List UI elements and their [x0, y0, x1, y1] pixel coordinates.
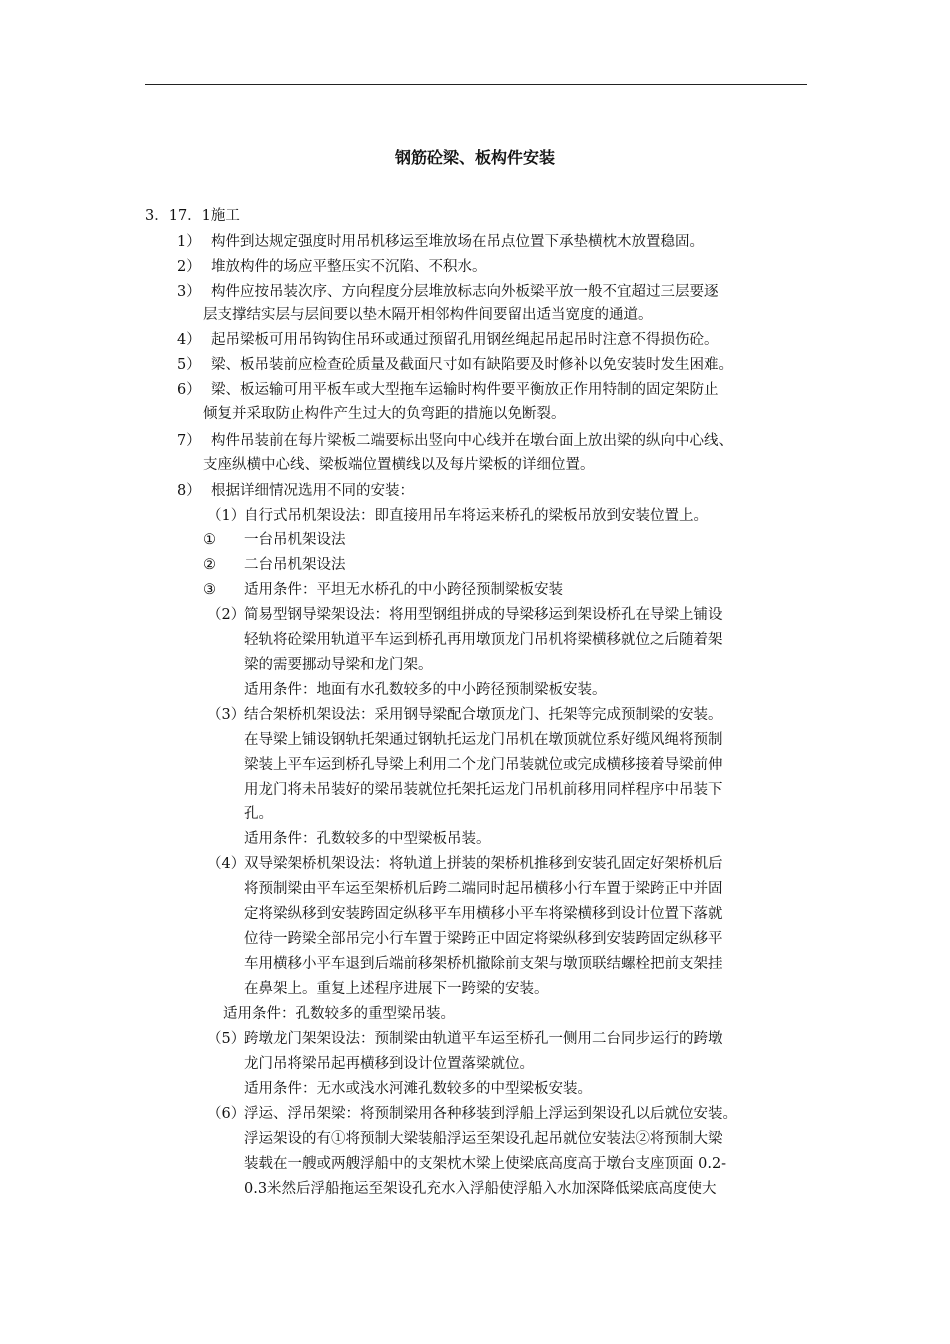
- sub-item-text: 跨墩龙门架架设法：预制梁由轨道平车运至桥孔一侧用二台同步运行的跨墩: [244, 1031, 723, 1047]
- sub-item-text-continued: 轻轨将砼梁用轨道平车运到桥孔再用墩顶龙门吊机将梁横移就位之后随着架: [244, 632, 723, 648]
- circled-number: ③: [203, 582, 216, 598]
- list-item: [177, 231, 704, 253]
- sub-item-text-continued: 浮运架设的有①将预制大梁装船浮运至架设孔起吊就位安装法②将预制大梁: [244, 1131, 723, 1147]
- sub-item: [207, 604, 723, 626]
- list-item: [177, 354, 733, 376]
- applicable-condition: 适用条件：无水或浅水河滩孔数较多的中型梁板安装。: [244, 1081, 592, 1097]
- sub-item-text-continued: 车用横移小平车退到后端前移架桥机撤除前支架与墩顶联结螺栓把前支架挂: [244, 956, 723, 972]
- sub-item-number: （4）: [207, 856, 246, 872]
- item-text: 梁、板吊装前应检查砼质量及截面尺寸如有缺陷要及时修补以免安装时发生困难。: [211, 357, 733, 373]
- page-title: 钢筋砼梁、板构件安装: [394, 148, 555, 167]
- list-item: [177, 480, 414, 502]
- sub-item-number: （2）: [207, 607, 246, 623]
- sub-item-text-continued: 位待一跨梁全部吊完小行车置于梁跨正中固定将梁纵移到安装跨固定纵移平: [244, 931, 723, 947]
- item-number: 8）: [177, 483, 201, 499]
- sub-item: [207, 505, 708, 527]
- sub-item-text: 浮运、浮吊架梁：将预制梁用各种移装到浮船上浮运到架设孔以后就位安装。: [244, 1106, 737, 1122]
- item-text: 梁、板运输可用平板车或大型拖车运输时构件要平衡放正作用特制的固定架防止: [211, 382, 719, 398]
- item-number: 3）: [177, 284, 201, 300]
- sub-item: [207, 1103, 737, 1125]
- item-number: 2）: [177, 259, 201, 275]
- sub-item-number: （5）: [207, 1031, 246, 1047]
- sub-item-text: 结合架桥机架设法：采用钢导梁配合墩顶龙门、托架等完成预制梁的安装。: [244, 707, 723, 723]
- list-item: [177, 430, 733, 452]
- item-text: 构件应按吊装次序、方向程度分层堆放标志向外板梁平放一般不宜超过三层要逐: [211, 284, 719, 300]
- item-number: 1）: [177, 234, 201, 250]
- circled-text: 二台吊机架设法: [244, 557, 346, 573]
- sub-item-text-continued: 装载在一艘或两艘浮船中的支架枕木梁上使梁底高度高于墩台支座顶面 0.2-: [244, 1156, 727, 1172]
- item-number: 4）: [177, 332, 201, 348]
- circled-number: ①: [203, 532, 216, 548]
- circled-item: [203, 554, 346, 576]
- sub-item-text-continued: 龙门吊将梁吊起再横移到设计位置落梁就位。: [244, 1056, 534, 1072]
- sub-item-text: 简易型钢导梁架设法：将用型钢组拼成的导梁移运到架设桥孔在导梁上铺设: [244, 607, 723, 623]
- sub-item-text-continued: 梁装上平车运到桥孔导梁上利用二个龙门吊装就位或完成横移接着导梁前伸: [244, 757, 723, 773]
- circled-number: ②: [203, 557, 216, 573]
- section-number: 3．17．1施工: [145, 208, 240, 224]
- list-item: [177, 329, 719, 351]
- circled-text: 适用条件：平坦无水桥孔的中小跨径预制梁板安装: [244, 582, 563, 598]
- sub-item-text-continued: 在鼻架上。重复上述程序进展下一跨梁的安装。: [244, 981, 549, 997]
- sub-item-number: （1）: [207, 508, 246, 524]
- item-text: 构件吊装前在每片梁板二端要标出竖向中心线并在墩台面上放出梁的纵向中心线、: [211, 433, 733, 449]
- circled-item: [203, 529, 346, 551]
- item-number: 7）: [177, 433, 201, 449]
- item-text-continued: 支座纵横中心线、梁板端位置横线以及每片梁板的详细位置。: [203, 457, 595, 473]
- circled-text: 一台吊机架设法: [244, 532, 346, 548]
- sub-item-number: （3）: [207, 707, 246, 723]
- item-text: 根据详细情况选用不同的安装：: [211, 483, 414, 499]
- list-item: [177, 256, 487, 278]
- list-item: [177, 379, 719, 401]
- item-text-continued: 层支撑结实层与层间要以垫木隔开相邻构件间要留出适当宽度的通道。: [203, 307, 653, 323]
- sub-item: [207, 704, 723, 726]
- sub-item-number: （6）: [207, 1106, 246, 1122]
- sub-item-text: 双导梁架桥机架设法：将轨道上拼装的架桥机推移到安装孔固定好架桥机后: [244, 856, 723, 872]
- item-text: 堆放构件的场应平整压实不沉陷、不积水。: [211, 259, 487, 275]
- sub-item-text-continued: 0.3米然后浮船拖运至架设孔充水入浮船使浮船入水加深降低梁底高度使大: [244, 1181, 717, 1197]
- applicable-condition: 适用条件：孔数较多的中型梁板吊装。: [244, 831, 491, 847]
- sub-item-text-continued: 梁的需要挪动导梁和龙门架。: [244, 657, 433, 673]
- list-item: [177, 281, 719, 303]
- sub-item-text-continued: 将预制梁由平车运至架桥机后跨二端同时起吊横移小行车置于梁跨正中并固: [244, 881, 723, 897]
- applicable-condition: 适用条件：孔数较多的重型梁吊装。: [223, 1006, 455, 1022]
- item-text: 起吊梁板可用吊钩钩住吊环或通过预留孔用钢丝绳起吊起吊时注意不得损伤砼。: [211, 332, 719, 348]
- item-text-continued: 倾复并采取防止构件产生过大的负弯距的措施以免断裂。: [203, 406, 566, 422]
- sub-item-text: 自行式吊机架设法：即直接用吊车将运来桥孔的梁板吊放到安装位置上。: [244, 508, 708, 524]
- sub-item-text-continued: 孔。: [244, 806, 273, 822]
- sub-item: [207, 853, 723, 875]
- header-rule: [145, 84, 807, 85]
- item-text: 构件到达规定强度时用吊机移运至堆放场在吊点位置下承垫横枕木放置稳固。: [211, 234, 704, 250]
- sub-item-text-continued: 在导梁上铺设钢轨托架通过钢轨托运龙门吊机在墩顶就位系好缆风绳将预制: [244, 732, 723, 748]
- sub-item-text-continued: 用龙门将未吊装好的梁吊装就位托架托运龙门吊机前移用同样程序中吊装下: [244, 782, 723, 798]
- item-number: 6）: [177, 382, 201, 398]
- sub-item: [207, 1028, 723, 1050]
- sub-item-text-continued: 定将梁纵移到安装跨固定纵移平车用横移小平车将梁横移到设计位置下落就: [244, 906, 723, 922]
- item-number: 5）: [177, 357, 201, 373]
- applicable-condition: 适用条件：地面有水孔数较多的中小跨径预制梁板安装。: [244, 682, 607, 698]
- circled-item: [203, 579, 563, 601]
